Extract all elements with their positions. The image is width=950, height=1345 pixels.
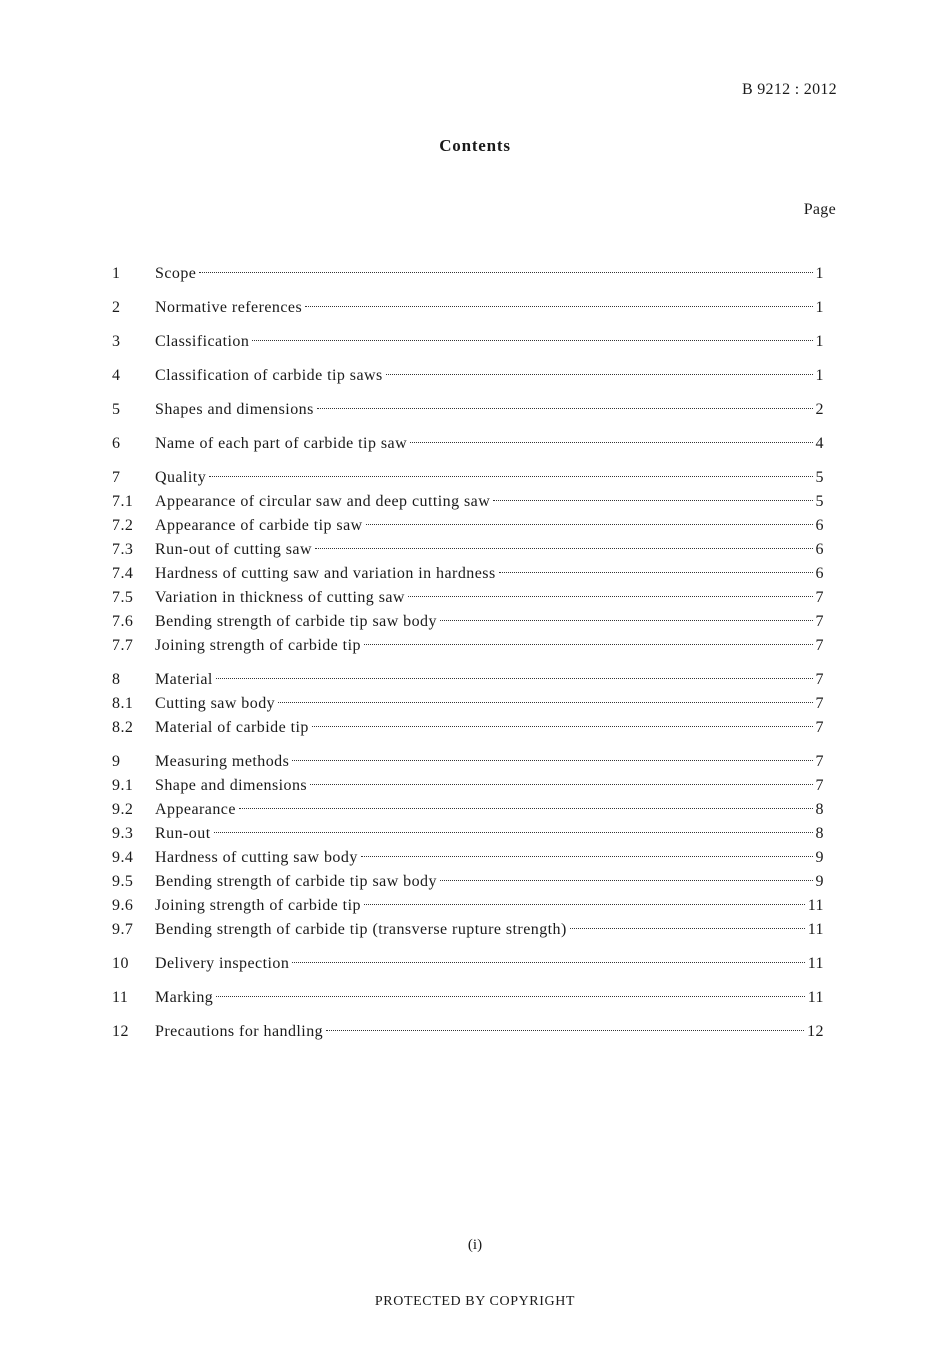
toc-entry-title[interactable]: Run-out [155,825,211,842]
toc-entry[interactable] [112,538,824,562]
toc-dot-leader [199,272,812,273]
toc-entry[interactable] [112,330,824,354]
toc-dot-leader [499,572,813,573]
toc-entry[interactable] [112,918,824,942]
toc-entry-page: 8 [815,825,824,842]
toc-dot-leader [214,832,813,833]
toc-dot-leader [493,500,812,501]
page-title: Contents [439,136,511,155]
toc-entry-number: 7.3 [112,541,134,558]
toc-entry-page: 4 [815,435,824,452]
toc-entry[interactable] [112,490,824,514]
toc-entry-page: 6 [815,565,824,582]
toc-entry-page: 7 [815,613,824,630]
toc-entry[interactable] [112,716,824,740]
toc-entry[interactable] [112,1020,824,1044]
toc-entry-page: 1 [815,265,824,282]
toc-dot-leader [252,340,812,341]
toc-entry-number: 7.2 [112,517,134,534]
toc-dot-leader [216,996,804,997]
toc-dot-leader [278,702,812,703]
toc-dot-leader [570,928,805,929]
toc-entry-page: 1 [815,367,824,384]
toc-entry-number: 8.2 [112,719,134,736]
toc-entry-page: 7 [815,671,824,688]
toc-entry-page: 9 [815,873,824,890]
toc-entry[interactable] [112,634,824,658]
toc-entry-title[interactable]: Bending strength of carbide tip saw body [155,613,437,630]
toc-entry-title[interactable]: Quality [155,469,207,486]
toc-dot-leader [292,760,812,761]
toc-entry[interactable] [112,466,824,490]
toc-entry-number: 9.3 [112,825,134,842]
toc-entry-number: 8.1 [112,695,134,712]
toc-entry-title[interactable]: Classification of carbide tip saws [155,367,383,384]
toc-dot-leader [386,374,813,375]
toc-entry-number: 9.6 [112,897,134,914]
toc-dot-leader [315,548,813,549]
toc-entry-page: 11 [807,989,824,1006]
toc-entry-number: 9.5 [112,873,134,890]
toc-entry-page: 7 [815,695,824,712]
toc-entry[interactable] [112,986,824,1010]
copyright-notice: PROTECTED BY COPYRIGHT [374,1294,576,1309]
toc-entry-page: 12 [807,1023,824,1040]
toc-entry-number: 11 [112,989,129,1006]
toc-dot-leader [364,644,813,645]
toc-entry-title[interactable]: Precautions for handling [155,1023,324,1040]
toc-entry-title[interactable]: Material [155,671,213,688]
toc-entry-page: 7 [815,777,824,794]
toc-dot-leader [312,726,813,727]
toc-entry-title[interactable]: Shapes and dimensions [155,401,314,418]
toc-entry-title[interactable]: Bending strength of carbide tip (transverse rupture strength) [155,921,567,938]
toc-entry[interactable] [112,398,824,422]
toc-entry-title[interactable]: Joining strength of carbide tip [155,897,361,914]
toc-entry-page: 7 [815,589,824,606]
toc-entry-number: 7 [112,469,121,486]
toc-entry[interactable] [112,514,824,538]
toc-entry-title[interactable]: Appearance of carbide tip saw [155,517,363,534]
toc-dot-leader [408,596,813,597]
toc-entry-title[interactable]: Hardness of cutting saw body [155,849,358,866]
toc-entry-number: 9.7 [112,921,134,938]
toc-entry-number: 2 [112,299,121,316]
toc-entry-page: 11 [807,897,824,914]
document-id: B 9212 : 2012 [741,81,837,98]
toc-entry-title[interactable]: Classification [155,333,250,350]
toc-entry-page: 7 [815,753,824,770]
toc-entry-title[interactable]: Marking [155,989,214,1006]
toc-dot-leader [410,442,812,443]
toc-entry-page: 6 [815,541,824,558]
page-number: (i) [467,1237,483,1253]
toc-entry[interactable] [112,846,824,870]
toc-entry-page: 6 [815,517,824,534]
toc-entry[interactable] [112,692,824,716]
toc-entry[interactable] [112,952,824,976]
toc-entry-number: 10 [112,955,129,972]
toc-entry[interactable] [112,610,824,634]
toc-entry-title[interactable]: Name of each part of carbide tip saw [155,435,408,452]
toc-entry[interactable] [112,750,824,774]
toc-entry-number: 9.4 [112,849,134,866]
toc-dot-leader [361,856,813,857]
toc-dot-leader [310,784,812,785]
toc-entry[interactable] [112,894,824,918]
toc-entry-page: 11 [807,921,824,938]
toc-entry[interactable] [112,586,824,610]
toc-entry-title[interactable]: Scope [155,265,197,282]
toc-entry-page: 7 [815,637,824,654]
toc-entry-title[interactable]: Material of carbide tip [155,719,309,736]
toc-entry-title[interactable]: Shape and dimensions [155,777,308,794]
toc-entry-title[interactable]: Hardness of cutting saw and variation in hardness [155,565,496,582]
toc-entry-number: 6 [112,435,121,452]
toc-entry[interactable] [112,296,824,320]
toc-entry-number: 1 [112,265,121,282]
toc-entry-number: 7.4 [112,565,134,582]
toc-entry-page: 1 [815,333,824,350]
toc-entry-number: 3 [112,333,121,350]
toc-entry-number: 9 [112,753,121,770]
toc-entry-title[interactable]: Joining strength of carbide tip [155,637,361,654]
toc-entry-page: 9 [815,849,824,866]
toc-entry-number: 7.7 [112,637,134,654]
toc-entry[interactable] [112,798,824,822]
toc-dot-leader [317,408,813,409]
table-of-contents [112,262,824,1044]
toc-entry[interactable] [112,668,824,692]
toc-entry-title[interactable]: Delivery inspection [155,955,290,972]
toc-entry-title[interactable]: Bending strength of carbide tip saw body [155,873,437,890]
toc-entry-page: 1 [815,299,824,316]
toc-entry-number: 7.1 [112,493,134,510]
toc-entry-number: 7.6 [112,613,134,630]
toc-entry-title[interactable]: Variation in thickness of cutting saw [155,589,405,606]
toc-entry-number: 9.1 [112,777,134,794]
toc-entry-number: 12 [112,1023,129,1040]
toc-entry[interactable] [112,562,824,586]
toc-entry[interactable] [112,262,824,286]
toc-dot-leader [209,476,812,477]
toc-dot-leader [326,1030,804,1031]
toc-entry-page: 7 [815,719,824,736]
toc-entry-title[interactable]: Run-out of cutting saw [155,541,312,558]
toc-entry-page: 5 [815,493,824,510]
page-column-label: Page [803,201,836,218]
toc-dot-leader [292,962,804,963]
toc-dot-leader [440,880,813,881]
toc-entry-page: 11 [807,955,824,972]
toc-entry-page: 2 [815,401,824,418]
toc-entry[interactable] [112,432,824,456]
toc-entry[interactable] [112,774,824,798]
toc-entry-number: 8 [112,671,121,688]
toc-entry[interactable] [112,822,824,846]
toc-dot-leader [216,678,813,679]
toc-entry-title[interactable]: Normative references [155,299,303,316]
toc-entry-page: 8 [815,801,824,818]
toc-entry-page: 5 [815,469,824,486]
toc-entry[interactable] [112,870,824,894]
toc-dot-leader [440,620,813,621]
toc-dot-leader [366,524,813,525]
toc-entry-title[interactable]: Appearance of circular saw and deep cutting saw [155,493,491,510]
toc-entry-number: 9.2 [112,801,134,818]
toc-entry-number: 4 [112,367,121,384]
toc-entry-number: 7.5 [112,589,134,606]
toc-entry-number: 5 [112,401,121,418]
toc-dot-leader [305,306,812,307]
toc-entry-title[interactable]: Measuring methods [155,753,290,770]
toc-dot-leader [364,904,805,905]
toc-entry-title[interactable]: Appearance [155,801,236,818]
toc-entry-title[interactable]: Cutting saw body [155,695,276,712]
toc-entry[interactable] [112,364,824,388]
toc-dot-leader [239,808,813,809]
